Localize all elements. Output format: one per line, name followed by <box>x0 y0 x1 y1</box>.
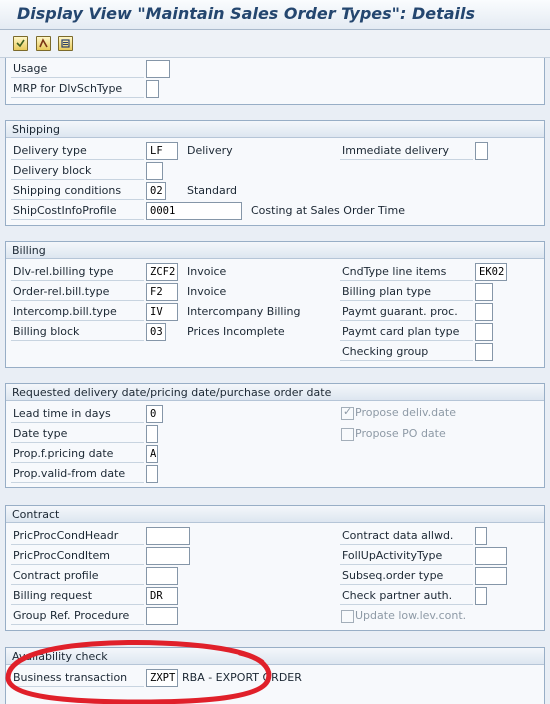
propose-deliv-label: Propose deliv.date <box>355 406 456 419</box>
subseq-order-label: Subseq.order type <box>340 567 473 585</box>
prop-valid-from-field[interactable] <box>146 465 158 483</box>
prop-pricing-field[interactable]: A <box>146 445 158 463</box>
ord-billing-field[interactable]: F2 <box>146 283 178 301</box>
delivery-block-field[interactable] <box>146 162 163 180</box>
pricproc-headr-label: PricProcCondHeadr <box>11 527 144 545</box>
shipping-conditions-desc: Standard <box>187 184 238 197</box>
immediate-delivery-field[interactable] <box>475 142 488 160</box>
contract-panel <box>5 505 545 631</box>
delivery-type-field[interactable]: LF <box>146 142 178 160</box>
lead-time-field[interactable]: 0 <box>146 405 163 423</box>
billing-header <box>6 242 544 259</box>
immediate-delivery-label: Immediate delivery <box>340 142 473 160</box>
application-toolbar <box>0 30 550 58</box>
group-ref-label: Group Ref. Procedure <box>11 607 144 625</box>
overview-icon[interactable] <box>58 36 73 51</box>
business-transaction-field[interactable]: ZXPT <box>146 669 178 687</box>
contract-profile-label: Contract profile <box>11 567 144 585</box>
contract-header <box>6 506 544 523</box>
propose-po-checkbox[interactable] <box>341 428 354 441</box>
contract-data-allwd-label: Contract data allwd. <box>340 527 473 545</box>
shipping-conditions-label: Shipping conditions <box>11 182 144 200</box>
shipping-panel <box>5 120 545 226</box>
shipping-title: Shipping <box>12 123 60 136</box>
ord-billing-label: Order-rel.bill.type <box>11 283 144 301</box>
billing-block-label: Billing block <box>11 323 144 341</box>
contract-profile-field[interactable] <box>146 567 178 585</box>
checking-group-field[interactable] <box>475 343 493 361</box>
shipcost-label: ShipCostInfoProfile <box>11 202 144 220</box>
shipcost-desc: Costing at Sales Order Time <box>251 204 405 217</box>
shipping-conditions-field[interactable]: 02 <box>146 182 166 200</box>
billing-block-desc: Prices Incomplete <box>187 325 285 338</box>
intercomp-desc: Intercompany Billing <box>187 305 301 318</box>
dlv-billing-field[interactable]: ZCF2 <box>146 263 178 281</box>
page-title: Display View "Maintain Sales Order Types": Details <box>17 4 476 23</box>
requested-date-title: Requested delivery date/pricing date/purchase order date <box>12 386 332 399</box>
intercomp-label: Intercomp.bill.type <box>11 303 144 321</box>
pricproc-headr-field[interactable] <box>146 527 190 545</box>
availability-title: Availability check <box>12 650 108 663</box>
dlv-billing-label: Dlv-rel.billing type <box>11 263 144 281</box>
shipping-header <box>6 121 544 138</box>
delivery-block-label: Delivery block <box>11 162 144 180</box>
billing-block-field[interactable]: 03 <box>146 323 166 341</box>
mrp-field[interactable] <box>146 80 159 98</box>
billing-panel <box>5 241 545 368</box>
lead-time-label: Lead time in days <box>11 405 144 423</box>
requested-date-header <box>6 384 544 401</box>
subseq-order-field[interactable] <box>475 567 507 585</box>
cnd-type-label: CndType line items <box>340 263 473 281</box>
delivery-type-desc: Delivery <box>187 144 233 157</box>
check-icon[interactable] <box>36 36 51 51</box>
display-icon[interactable] <box>13 36 28 51</box>
propose-po-label: Propose PO date <box>355 427 446 440</box>
availability-panel <box>5 647 545 704</box>
group-ref-field[interactable] <box>146 607 178 625</box>
check-partner-field[interactable] <box>475 587 487 605</box>
billing-request-label: Billing request <box>11 587 144 605</box>
update-low-lev-checkbox[interactable] <box>341 610 354 623</box>
prop-pricing-label: Prop.f.pricing date <box>11 445 144 463</box>
billing-plan-label: Billing plan type <box>340 283 473 301</box>
paymt-guarant-field[interactable] <box>475 303 493 321</box>
date-type-field[interactable] <box>146 425 158 443</box>
checking-group-label: Checking group <box>340 343 473 361</box>
prop-valid-from-label: Prop.valid-from date <box>11 465 144 483</box>
general-panel <box>5 58 545 105</box>
business-transaction-label: Business transaction <box>11 669 144 687</box>
business-transaction-desc: RBA - EXPORT ORDER <box>182 671 302 684</box>
paymt-card-field[interactable] <box>475 323 493 341</box>
follup-activity-field[interactable] <box>475 547 507 565</box>
availability-header <box>6 648 544 665</box>
contract-title: Contract <box>12 508 60 521</box>
paymt-guarant-label: Paymt guarant. proc. <box>340 303 473 321</box>
intercomp-field[interactable]: IV <box>146 303 178 321</box>
billing-request-field[interactable]: DR <box>146 587 178 605</box>
billing-plan-field[interactable] <box>475 283 493 301</box>
title-bar <box>0 0 550 30</box>
cnd-type-field[interactable]: EK02 <box>475 263 507 281</box>
ord-billing-desc: Invoice <box>187 285 227 298</box>
follup-activity-label: FollUpActivityType <box>340 547 473 565</box>
shipcost-field[interactable]: 0001 <box>146 202 242 220</box>
check-partner-label: Check partner auth. <box>340 587 473 605</box>
usage-field[interactable] <box>146 60 170 78</box>
paymt-card-label: Paymt card plan type <box>340 323 473 341</box>
update-low-lev-label: Update low.lev.cont. <box>355 609 467 622</box>
dlv-billing-desc: Invoice <box>187 265 227 278</box>
requested-date-panel <box>5 383 545 488</box>
pricproc-item-field[interactable] <box>146 547 190 565</box>
propose-deliv-checkbox[interactable] <box>341 407 354 420</box>
contract-data-allwd-field[interactable] <box>475 527 487 545</box>
usage-label: Usage <box>11 60 144 78</box>
mrp-label: MRP for DlvSchType <box>11 80 144 98</box>
delivery-type-label: Delivery type <box>11 142 144 160</box>
billing-title: Billing <box>12 244 46 257</box>
date-type-label: Date type <box>11 425 144 443</box>
pricproc-item-label: PricProcCondItem <box>11 547 144 565</box>
